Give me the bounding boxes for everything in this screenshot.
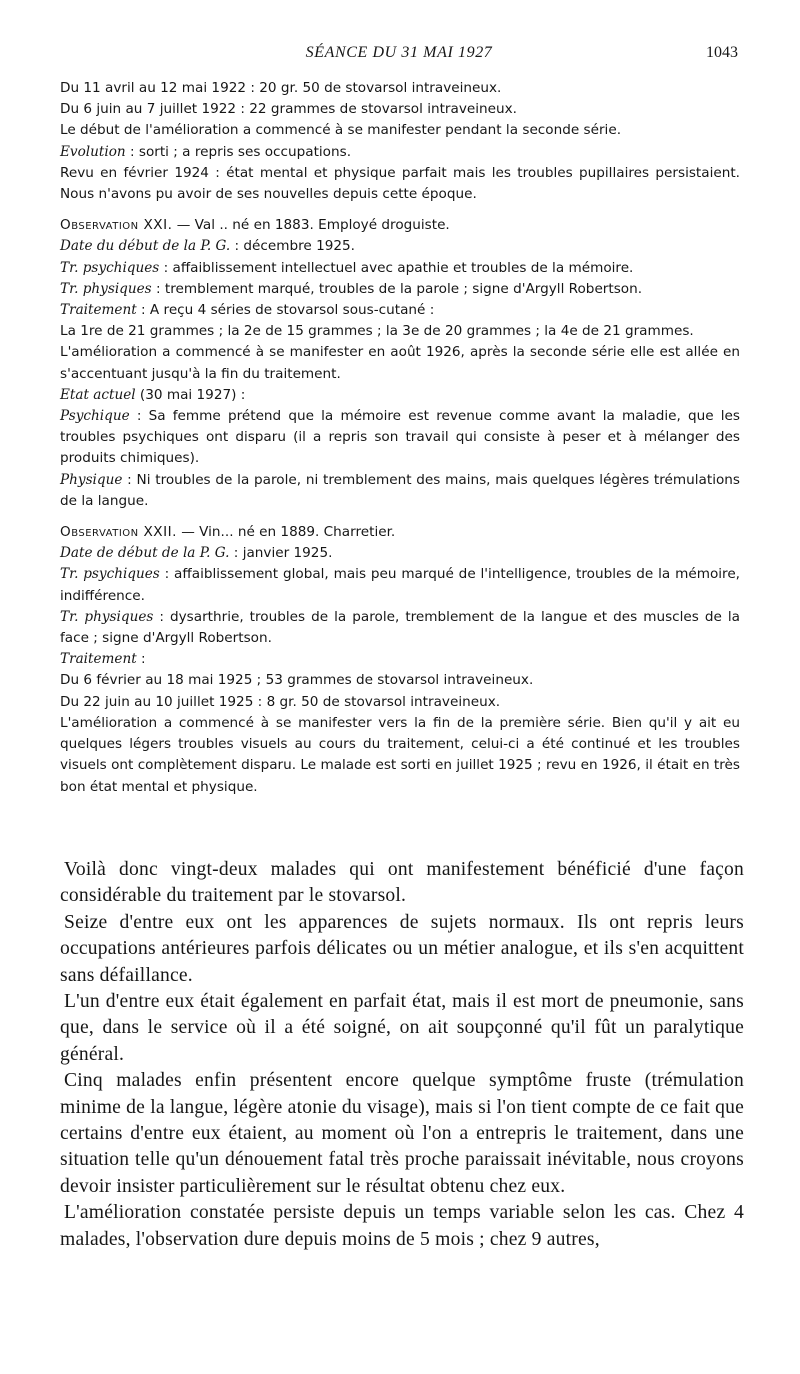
observation-21-heading bbox=[60, 215, 740, 236]
obs21-etat-text: (30 mai 1927) : bbox=[135, 386, 246, 403]
obs21-psy-label: Tr. psychiques bbox=[60, 259, 160, 276]
obs21-amelioration: L'amélioration a commencé à se manifester en août 1926, après la seconde série elle est allée en s'accentuant jusqu'à la fin du traitement. bbox=[60, 344, 740, 382]
obs22-trait-text: : bbox=[136, 651, 146, 668]
obs22-traitement bbox=[60, 649, 740, 670]
observation-22-heading-text: — Vin... né en 1889. Charretier. bbox=[176, 524, 396, 541]
obs21-date-text: : décembre 1925. bbox=[230, 238, 355, 255]
evolution-label: Evolution bbox=[60, 143, 126, 160]
obs21-etat-label: Etat actuel bbox=[60, 386, 136, 403]
obs21-etat bbox=[60, 385, 740, 406]
obs22-amelioration: L'amélioration a commencé à se manifester vers la fin de la première série. Bien qu'il y ait eu quelques légers troubles visuels au cours du traitement, celui-ci a été continué et les troubles visuels ont complètement disparu. Le malade est sorti en juillet 1925 ; revu en 1926, il était en très bon état mental et physique. bbox=[60, 714, 740, 795]
obs21-date-label: Date du début de la P. G. bbox=[60, 238, 231, 255]
text-line: Le début de l'amélioration a commencé à se manifester pendant la seconde série. bbox=[60, 122, 622, 139]
running-title: SÉANCE DU 31 MAI 1927 bbox=[305, 44, 493, 61]
obs22-dose-1: Du 6 février au 18 mai 1925 ; 53 grammes de stovarsol intraveineux. bbox=[60, 672, 534, 689]
observation-22-label: Observation XXII. bbox=[60, 524, 177, 541]
conclusion-paragraph: Voilà donc vingt-deux malades qui ont manifestement bénéficié d'une façon considérable du traitement par le stovarsol. bbox=[60, 859, 744, 907]
evolution-line bbox=[60, 142, 740, 163]
observation-21-heading-text: — Val .. né en 1883. Employé droguiste. bbox=[172, 217, 450, 234]
obs22-psychiques bbox=[60, 564, 740, 606]
obs22-dose-2: Du 22 juin au 10 juillet 1925 : 8 gr. 50 de stovarsol intraveineux. bbox=[60, 693, 501, 710]
conclusion-paragraph: L'amélioration constatée persiste depuis un temps variable selon les cas. Chez 4 malades, l'observation dure depuis moins de 5 mois ; chez 9 autres, bbox=[60, 1202, 744, 1250]
obs22-psy-label: Tr. psychiques bbox=[60, 566, 160, 583]
page-number: 1043 bbox=[706, 44, 738, 61]
obs22-date-text: : janvier 1925. bbox=[229, 545, 333, 562]
obs21-physique-text: : Ni troubles de la parole, ni tremblement des mains, mais quelques légères trémulations de la langue. bbox=[60, 471, 740, 509]
obs21-physique-label: Physique bbox=[60, 471, 123, 488]
obs22-trait-label: Traitement bbox=[60, 651, 137, 668]
obs21-trait-label: Traitement bbox=[60, 302, 137, 319]
evolution-text: : sorti ; a repris ses occupations. bbox=[125, 143, 352, 160]
obs21-phys-label: Tr. physiques bbox=[60, 280, 152, 297]
obs21-psychiques bbox=[60, 258, 740, 279]
obs21-physiques bbox=[60, 279, 740, 300]
obs21-phys-text: : tremblement marqué, troubles de la parole ; signe d'Argyll Robertson. bbox=[151, 280, 643, 297]
obs21-series: La 1re de 21 grammes ; la 2e de 15 grammes ; la 3e de 20 grammes ; la 4e de 21 grammes. bbox=[60, 323, 694, 340]
obs21-physique bbox=[60, 470, 740, 512]
observation-22-heading bbox=[60, 522, 740, 543]
obs21-traitement bbox=[60, 300, 740, 321]
obs22-phys-label: Tr. physiques bbox=[60, 608, 154, 625]
conclusion-section bbox=[60, 857, 744, 1253]
conclusion-paragraph: Cinq malades enfin présentent encore quelque symptôme fruste (trémulation minime de la langue, légère atonie du visage), mais si l'on tient compte de ce fait que certains d'entre eux étaient, au moment où l'on a entrepris le traitement, dans une situation telle qu'un dénouement fatal très proche paraissait inévitable, nous croyons devoir insister particulièrement sur le résultat obtenu chez eux. bbox=[60, 1070, 744, 1197]
obs21-date bbox=[60, 236, 740, 257]
obs21-psychique-text: : Sa femme prétend que la mémoire est revenue comme avant la maladie, que les troubles psychiques ont disparu (il a repris son travail qui consiste à peser et à mélanger des produits chimiques). bbox=[60, 408, 740, 467]
observation-21-label: Observation XXI. bbox=[60, 217, 173, 234]
conclusion-paragraph: L'un d'entre eux était également en parfait état, mais il est mort de pneumonie, sans que, dans le service où il a été soigné, on ait soupçonné qu'il fût un paralytique général. bbox=[60, 991, 744, 1065]
obs21-trait-text: : A reçu 4 séries de stovarsol sous-cutané : bbox=[136, 302, 435, 319]
text-line: Du 6 juin au 7 juillet 1922 : 22 grammes de stovarsol intraveineux. bbox=[60, 101, 517, 118]
obs22-date bbox=[60, 543, 740, 564]
conclusion-paragraph: Seize d'entre eux ont les apparences de sujets normaux. Ils ont repris leurs occupations antérieures parfois délicates ou un métier analogue, et ils s'en acquittent sans défaillance. bbox=[60, 911, 744, 986]
obs22-psy-text: : affaiblissement global, mais peu marqué de l'intelligence, troubles de la mémoire, indifférence. bbox=[60, 566, 741, 604]
obs22-physiques bbox=[60, 607, 740, 649]
obs21-psychique-label: Psychique bbox=[60, 408, 130, 425]
page-header bbox=[60, 44, 738, 66]
text-line: Du 11 avril au 12 mai 1922 : 20 gr. 50 de stovarsol intraveineux. bbox=[60, 80, 502, 96]
obs21-psy-text: : affaiblissement intellectuel avec apathie et troubles de la mémoire. bbox=[159, 259, 634, 276]
obs22-phys-text: : dysarthrie, troubles de la parole, tremblement de la langue et des muscles de la face ; signe d'Argyll Robertson. bbox=[60, 608, 740, 647]
obs22-date-label: Date de début de la P. G. bbox=[60, 545, 230, 562]
observation-notes bbox=[60, 78, 740, 798]
obs21-psychique bbox=[60, 406, 740, 470]
revu-paragraph: Revu en février 1924 : état mental et physique parfait mais les troubles pupillaires persistaient. Nous n'avons pu avoir de ses nouvelles depuis cette époque. bbox=[60, 164, 740, 203]
